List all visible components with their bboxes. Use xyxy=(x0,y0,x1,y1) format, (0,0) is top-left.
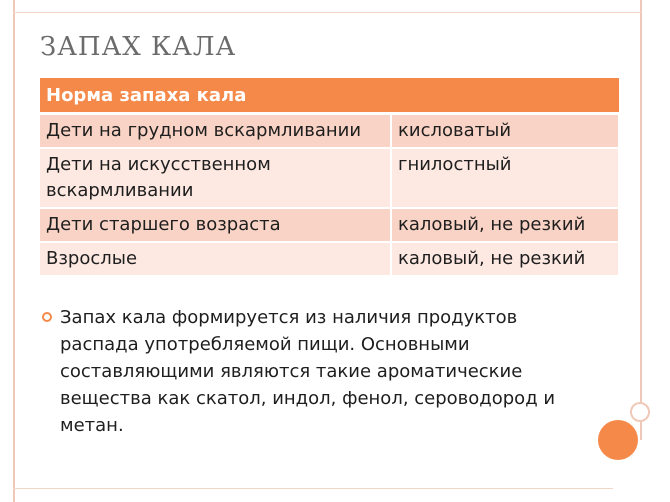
decorative-large-circle xyxy=(598,420,638,460)
table-cell-group: Дети старшего возраста xyxy=(40,208,391,242)
frame-right-border xyxy=(640,0,642,440)
decorative-small-circle xyxy=(630,402,650,422)
odor-norm-table xyxy=(40,78,620,277)
frame-bottom-border xyxy=(13,488,613,489)
table-row xyxy=(40,242,619,276)
table-cell-group: Дети на грудном вскармливании xyxy=(40,114,391,149)
frame-left-border xyxy=(13,0,15,502)
table-row xyxy=(40,148,619,208)
table-row xyxy=(40,208,619,242)
frame-top-border xyxy=(13,12,642,13)
bullet-item xyxy=(40,304,560,439)
table-header-row xyxy=(40,78,619,114)
table-row xyxy=(40,114,619,149)
table-cell-smell: гнилостный xyxy=(391,148,619,208)
table-cell-smell: каловый, не резкий xyxy=(391,208,619,242)
bullet-text: Запах кала формируется из наличия продуктов распада употребляемой пищи. Основными составляющими являются такие ароматические вещества как скатол, индол, фенол, сероводород и метан. xyxy=(60,307,556,436)
bullet-circle-icon xyxy=(42,312,52,322)
table-header: Норма запаха кала xyxy=(40,78,619,114)
table-cell-group: Взрослые xyxy=(40,242,391,276)
table-cell-smell: кисловатый xyxy=(391,114,619,149)
table-cell-group: Дети на искусственном вскармливании xyxy=(40,148,391,208)
slide-title: ЗАПАХ КАЛА xyxy=(40,32,237,62)
table-cell-smell: каловый, не резкий xyxy=(391,242,619,276)
